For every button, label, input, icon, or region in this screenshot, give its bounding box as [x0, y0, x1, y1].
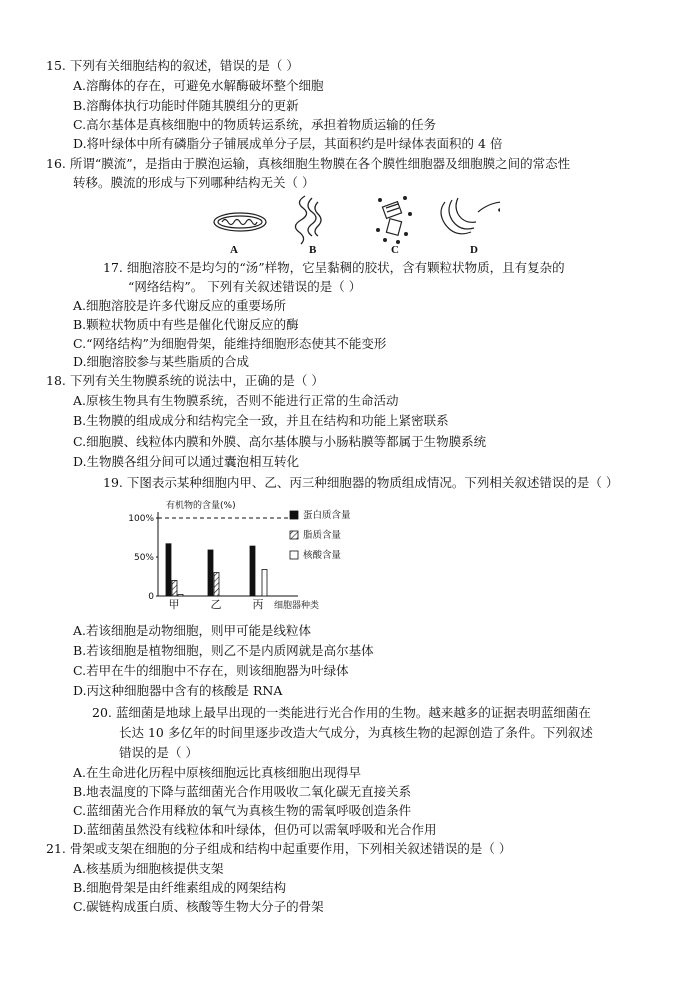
- golgi-figure: [295, 196, 321, 244]
- q19-option-a: A.若该细胞是动物细胞，则甲可能是线粒体: [73, 623, 312, 638]
- q20-option-a: A.在生命进化历程中原核细胞远比真核细胞出现得早: [73, 765, 362, 780]
- chart-svg: [120, 500, 380, 620]
- q18-option-c: C.细胞膜、线粒体内膜和外膜、高尔基体膜与小肠粘膜等都属于生物膜系统: [73, 434, 487, 449]
- er-figure: [441, 198, 500, 234]
- q15-option-a: A.溶酶体的存在，可避免水解酶破坏整个细胞: [73, 78, 324, 93]
- mitochondrion-figure: [214, 213, 266, 231]
- q16-organelle-figures: [200, 190, 500, 260]
- q15-option-d: D.将叶绿体中所有磷脂分子铺展成单分子层，其面积约是叶绿体表面积的 4 倍: [73, 136, 503, 151]
- legend-label-1: 脂质含量: [303, 530, 342, 541]
- q16-stem-line2: 转移。膜流的形成与下列哪种结构无关（ ）: [73, 175, 315, 190]
- y-tick-label: 100%: [128, 514, 154, 524]
- legend-swatch-2: [290, 551, 298, 559]
- centriole-figure: [377, 197, 412, 244]
- q15-option-c: C.高尔基体是真核细胞中的物质转运系统，承担着物质运输的任务: [73, 117, 437, 132]
- q20-option-c: C.蓝细菌光合作用释放的氧气为真核生物的需氧呼吸创造条件: [73, 803, 412, 818]
- q19-option-c: C.若甲在牛的细胞中不存在，则该细胞器为叶绿体: [73, 663, 349, 678]
- figure-label-b: B: [309, 244, 317, 256]
- q19-option-d: D.丙这种细胞器中含有的核酸是 RNA: [73, 683, 283, 698]
- q15-option-b: B.溶酶体执行功能时伴随其膜组分的更新: [73, 98, 299, 113]
- bar-2-0: [250, 546, 255, 596]
- legend-swatch-0: [290, 511, 298, 519]
- y-tick-label: 50%: [133, 553, 154, 563]
- chart-title: 有机物的含量(%): [166, 501, 236, 511]
- q17-option-a: A.细胞溶胶是许多代谢反应的重要场所: [73, 298, 287, 313]
- figure-label-c: C: [391, 244, 399, 256]
- y-tick-label: 0: [148, 592, 154, 602]
- x-tick-label: 乙: [210, 598, 222, 611]
- q19-stem: 19. 下图表示某种细胞内甲、乙、丙三种细胞器的物质组成情况。下列相关叙述错误的是（ ）: [103, 475, 619, 490]
- q20-stem-line3: 错误的是（ ）: [119, 745, 198, 760]
- q17-option-d: D.细胞溶胶参与某些脂质的合成: [73, 354, 250, 369]
- x-tick-label: 丙: [252, 598, 264, 611]
- legend-label-0: 蛋白质含量: [303, 510, 351, 521]
- bar-0-0: [166, 544, 171, 596]
- q21-option-c: C.碳链构成蛋白质、核酸等生物大分子的骨架: [73, 899, 324, 914]
- x-tick-label: 甲: [168, 598, 180, 611]
- legend-label-2: 核酸含量: [303, 550, 342, 561]
- q15-stem: 15. 下列有关细胞结构的叙述，错误的是（ ）: [46, 58, 299, 73]
- q20-stem-line1: 20. 蓝细菌是地球上最早出现的一类能进行光合作用的生物。越来越多的证据表明蓝细菌在: [92, 705, 591, 720]
- bar-1-1: [214, 573, 219, 596]
- bar-1-0: [208, 550, 213, 596]
- bar-0-1: [172, 580, 177, 596]
- q20-option-d: D.蓝细菌虽然没有线粒体和叶绿体，但仍可以需氧呼吸和光合作用: [73, 822, 437, 837]
- q18-option-d: D.生物膜各组分间可以通过囊泡相互转化: [73, 454, 300, 469]
- bar-2-2: [262, 569, 267, 596]
- q17-option-b: B.颗粒状物质中有些是催化代谢反应的酶: [73, 317, 299, 332]
- q17-stem-line2: “网络结构”。 下列有关叙述错误的是（ ）: [128, 279, 362, 294]
- q20-option-b: B.地表温度的下降与蓝细菌光合作用吸收二氧化碳无直接关系: [73, 784, 412, 799]
- bar-0-2: [178, 594, 183, 596]
- q18-option-a: A.原核生物具有生物膜系统，否则不能进行正常的生命活动: [73, 393, 399, 408]
- q17-stem-line1: 17. 细胞溶胶不是均匀的“汤”样物，它呈黏稠的胶状，含有颗粒状物质，且有复杂的: [103, 260, 565, 275]
- q17-option-c: C.“网络结构”为细胞骨架，能维持细胞形态使其不能变形: [73, 336, 387, 351]
- q18-option-b: B.生物膜的组成成分和结构完全一致，并且在结构和功能上紧密联系: [73, 413, 449, 428]
- q19-bar-chart: [120, 500, 380, 620]
- q19-option-b: B.若该细胞是植物细胞，则乙不是内质网就是高尔基体: [73, 643, 374, 658]
- figure-label-d: D: [470, 244, 478, 256]
- q16-stem-line1: 16. 所谓“膜流”，是指由于膜泡运输，真核细胞生物膜在各个膜性细胞器及细胞膜之间的常态性: [46, 156, 571, 171]
- q21-option-a: A.核基质为细胞核提供支架: [73, 861, 224, 876]
- legend-swatch-1: [290, 531, 298, 539]
- organelle-drawings: [200, 190, 500, 260]
- q21-stem: 21. 骨架或支架在细胞的分子组成和结构中起重要作用，下列相关叙述错误的是（ ）: [46, 841, 512, 856]
- figure-label-a: A: [230, 244, 238, 256]
- x-axis-label: 细胞器种类: [274, 601, 320, 611]
- q20-stem-line2: 长达 10 多亿年的时间里逐步改造大气成分，为真核生物的起源创造了条件。下列叙述: [119, 725, 593, 740]
- q21-option-b: B.细胞骨架是由纤维素组成的网架结构: [73, 880, 287, 895]
- q18-stem: 18. 下列有关生物膜系统的说法中，正确的是（ ）: [46, 373, 324, 388]
